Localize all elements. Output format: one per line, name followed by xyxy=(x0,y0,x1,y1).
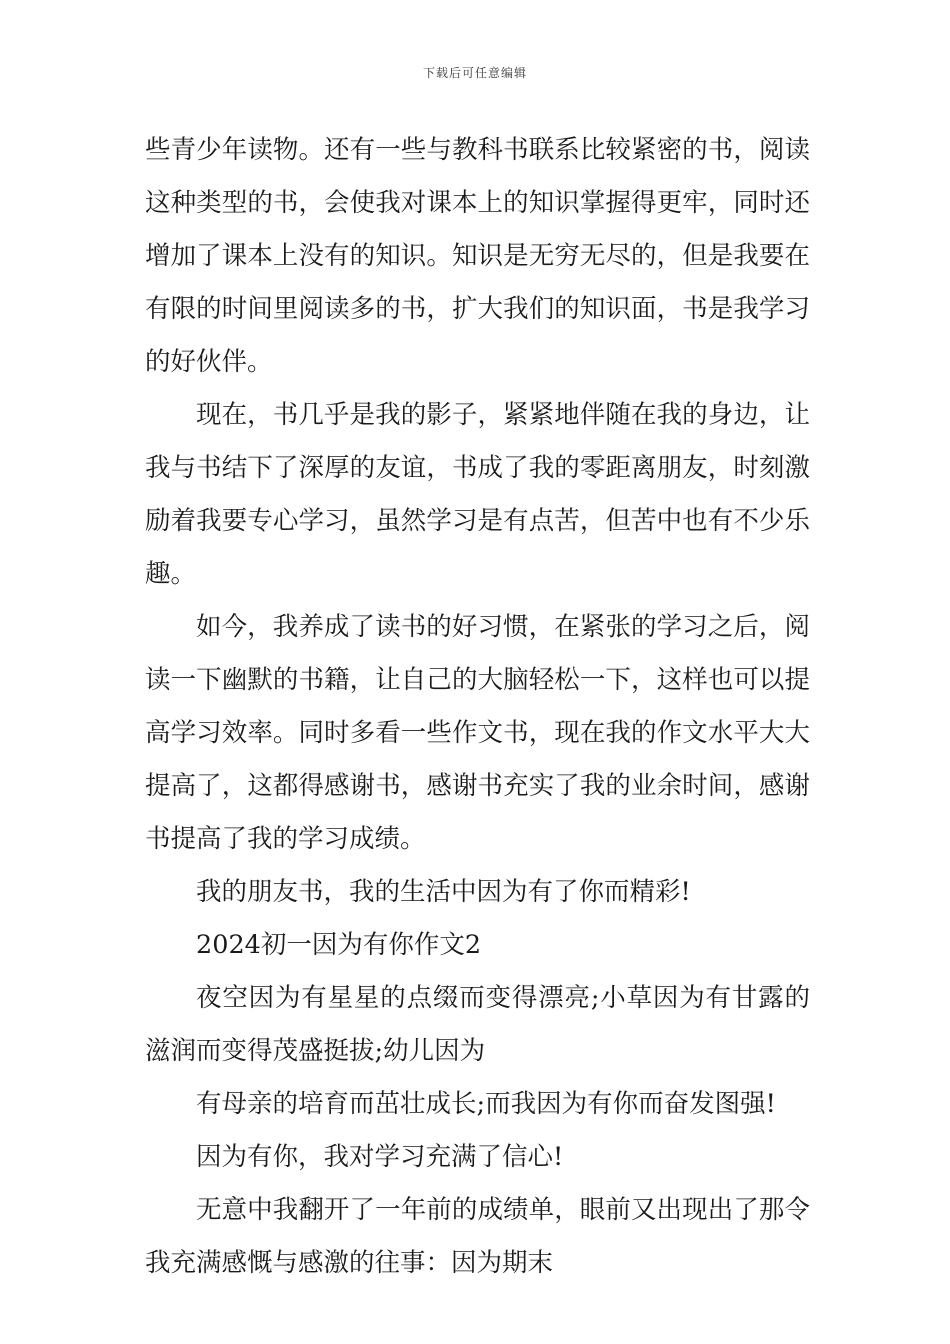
paragraph: 无意中我翻开了一年前的成绩单，眼前又出现出了那令我充满感慨与感激的往事：因为期末 xyxy=(145,1195,810,1278)
paragraph-continued: 些青少年读物。还有一些与教科书联系比较紧密的书，阅读这种类型的书，会使我对课本上的知识掌握得更牢，同时还增加了课本上没有的知识。知识是无穷无尽的，但是我要在有限的时间里阅读多的书，扩大我们的知识面，书是我学习的好伙伴。 xyxy=(145,135,810,377)
header-note: 下载后可任意编辑 xyxy=(422,66,527,80)
paragraph: 我的朋友书，我的生活中因为有了你而精彩! xyxy=(196,877,691,907)
paragraph: 夜空因为有星星的点缀而变得漂亮;小草因为有甘露的滋润而变得茂盛挺拔;幼儿因为 xyxy=(145,983,810,1066)
paragraph: 如今，我养成了读书的好习惯，在紧张的学习之后，阅读一下幽默的书籍，让自己的大脑轻松一下，这样也可以提高学习效率。同时多看一些作文书，现在我的作文水平大大提高了，这都得感谢书，感谢书充实了我的业余时间，感谢书提高了我的学习成绩。 xyxy=(145,612,810,854)
paragraph: 有母亲的培育而茁壮成长;而我因为有你而奋发图强! xyxy=(196,1089,776,1119)
essay-body xyxy=(145,124,810,1290)
paragraph: 现在，书几乎是我的影子，紧紧地伴随在我的身边，让我与书结下了深厚的友谊，书成了我的零距离朋友，时刻激励着我要专心学习，虽然学习是有点苦，但苦中也有不少乐趣。 xyxy=(145,400,810,589)
essay-title: 2024初一因为有你作文2 xyxy=(196,930,482,960)
paragraph: 因为有你，我对学习充满了信心! xyxy=(196,1142,564,1172)
